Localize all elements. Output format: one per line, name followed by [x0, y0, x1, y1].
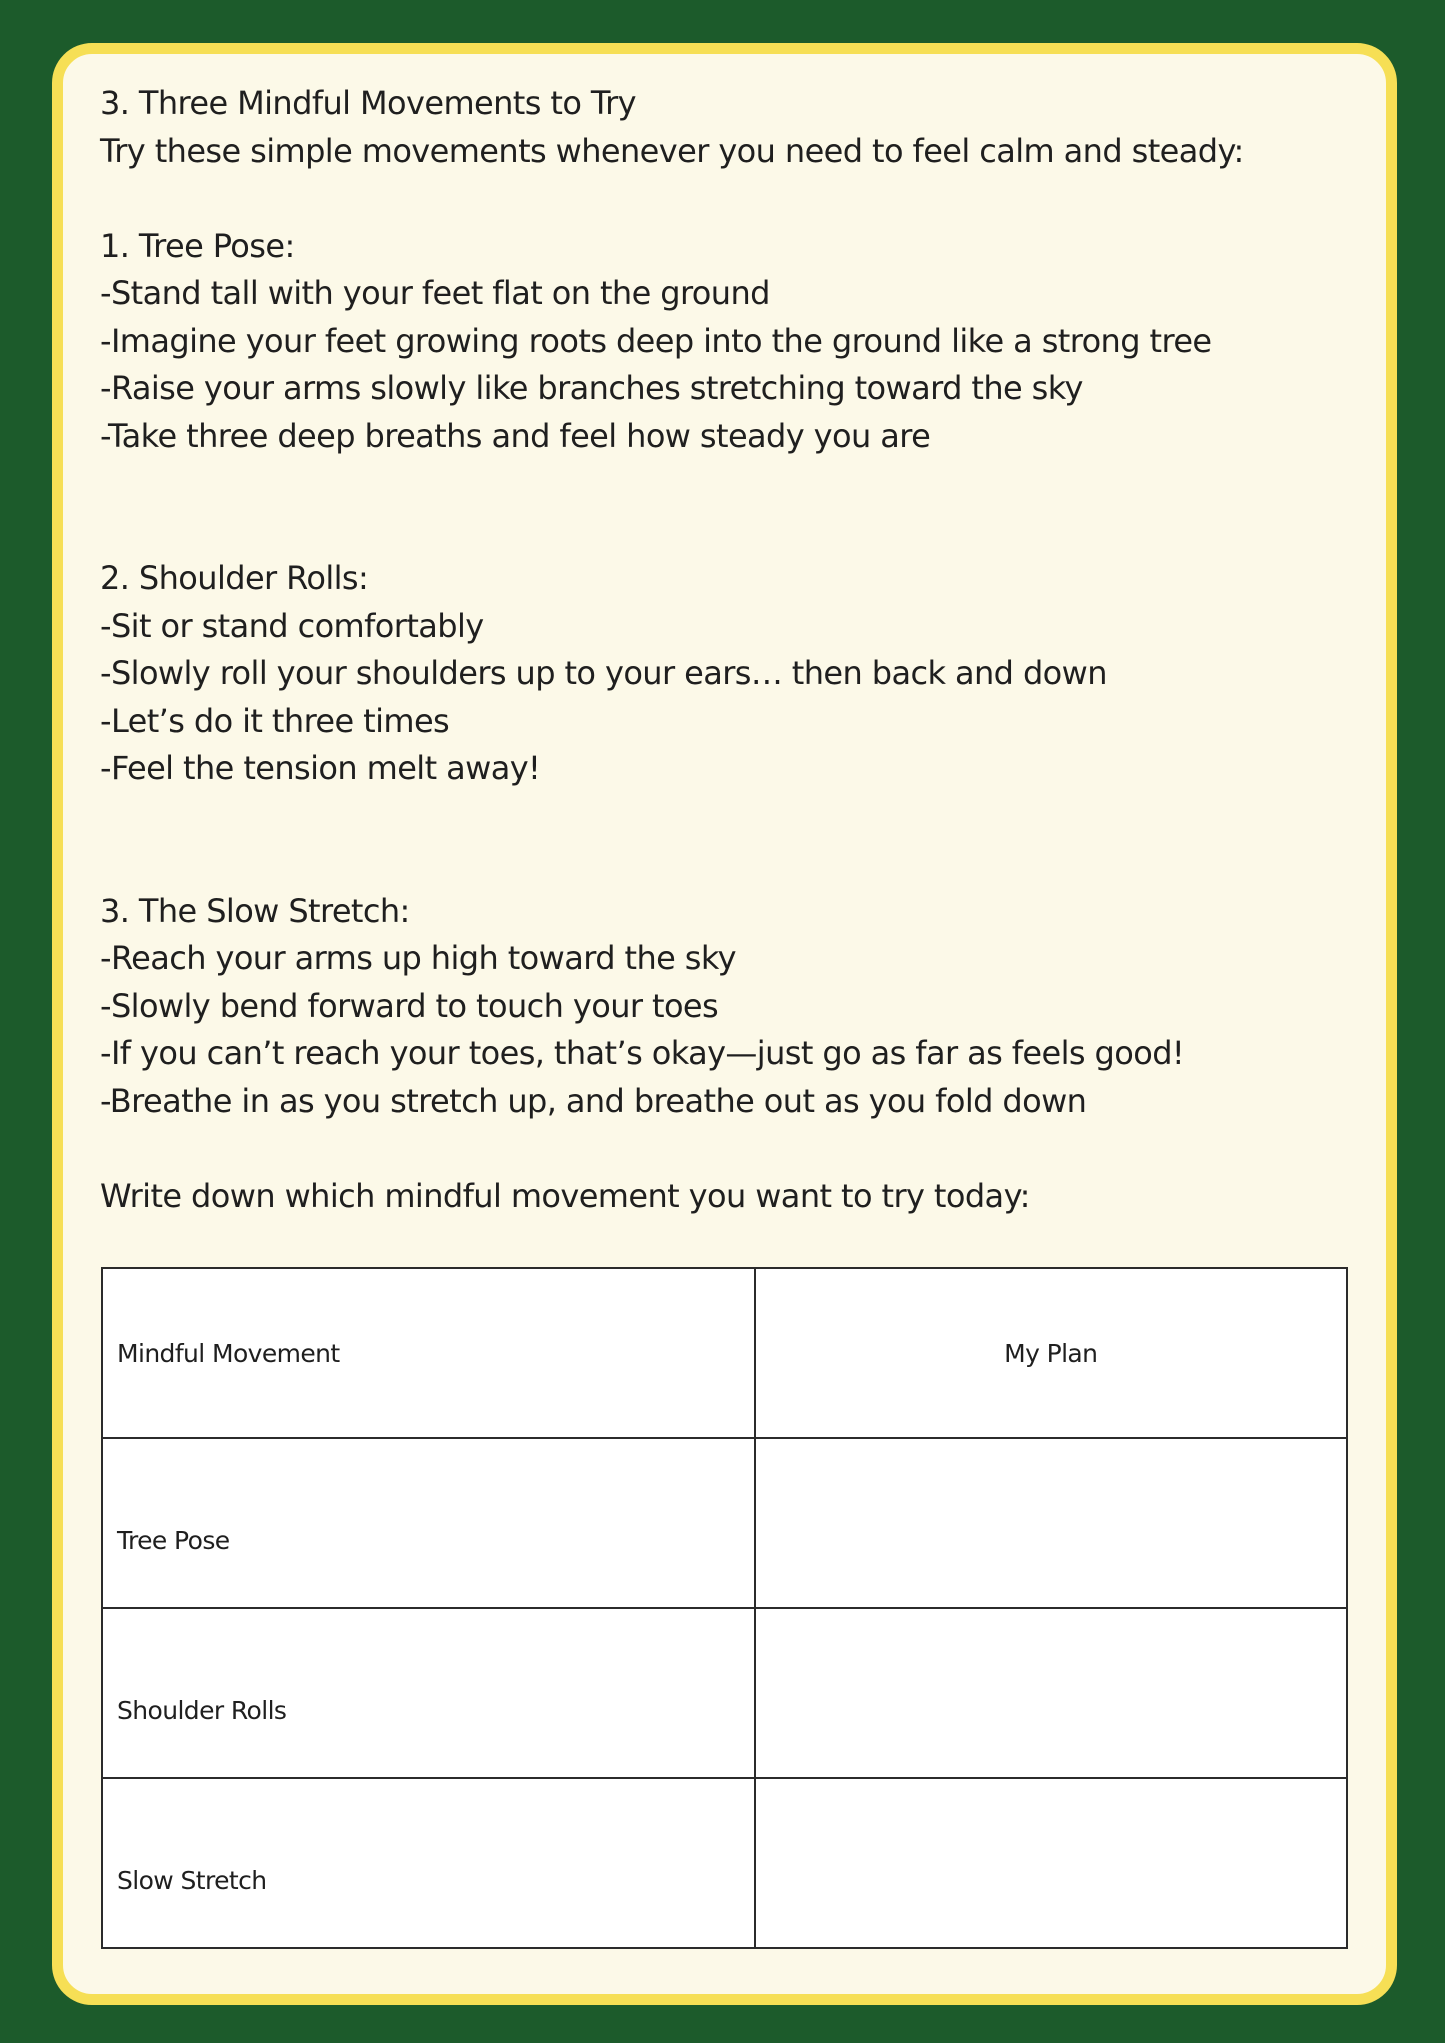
movement-cell: Shoulder Rolls: [102, 1608, 755, 1778]
tree-pose-step: -Stand tall with your feet flat on the ground: [100, 274, 770, 312]
table-header-plan: My Plan: [755, 1268, 1348, 1438]
slow-stretch-step: -If you can’t reach your toes, that’s okay—just go as far as feels good!: [100, 1034, 1185, 1072]
section-title-shoulder-rolls: 2. Shoulder Rolls:: [100, 559, 369, 597]
writing-prompt: Write down which mindful movement you want to try today:: [100, 1176, 1030, 1215]
movement-cell: Slow Stretch: [102, 1778, 755, 1948]
table-header-movement: Mindful Movement: [102, 1268, 755, 1438]
plan-cell[interactable]: [755, 1778, 1348, 1948]
page-title: 3. Three Mindful Movements to Try: [100, 84, 637, 122]
tree-pose-step: -Take three deep breaths and feel how steady you are: [100, 416, 931, 455]
slow-stretch-step: -Reach your arms up high toward the sky: [100, 939, 737, 977]
tree-pose-step: -Raise your arms slowly like branches stretching toward the sky: [100, 369, 1083, 407]
plan-cell[interactable]: [755, 1438, 1348, 1608]
movement-cell: Tree Pose: [102, 1438, 755, 1608]
plan-cell[interactable]: [755, 1608, 1348, 1778]
shoulder-rolls-step: -Slowly roll your shoulders up to your ears… then back and down: [100, 654, 1107, 692]
table-row: [102, 1778, 1347, 1948]
slow-stretch-step: -Slowly bend forward to touch your toes: [100, 986, 719, 1025]
section-title-slow-stretch: 3. The Slow Stretch:: [100, 891, 410, 930]
slow-stretch-step: -Breathe in as you stretch up, and breathe out as you fold down: [100, 1081, 1087, 1120]
shoulder-rolls-step: -Sit or stand comfortably: [100, 606, 484, 645]
table-row: [102, 1608, 1347, 1778]
shoulder-rolls-step: -Feel the tension melt away!: [100, 749, 541, 787]
table-row: [102, 1438, 1347, 1608]
movement-plan-table: [101, 1267, 1348, 1949]
section-title-tree-pose: 1. Tree Pose:: [100, 226, 295, 265]
intro-text: Try these simple movements whenever you need to feel calm and steady:: [100, 131, 1244, 170]
shoulder-rolls-step: -Let’s do it three times: [100, 701, 450, 740]
table-header-row: [102, 1268, 1347, 1438]
worksheet-content: [100, 80, 1350, 1220]
tree-pose-step: -Imagine your feet growing roots deep into the ground like a strong tree: [100, 321, 1212, 360]
